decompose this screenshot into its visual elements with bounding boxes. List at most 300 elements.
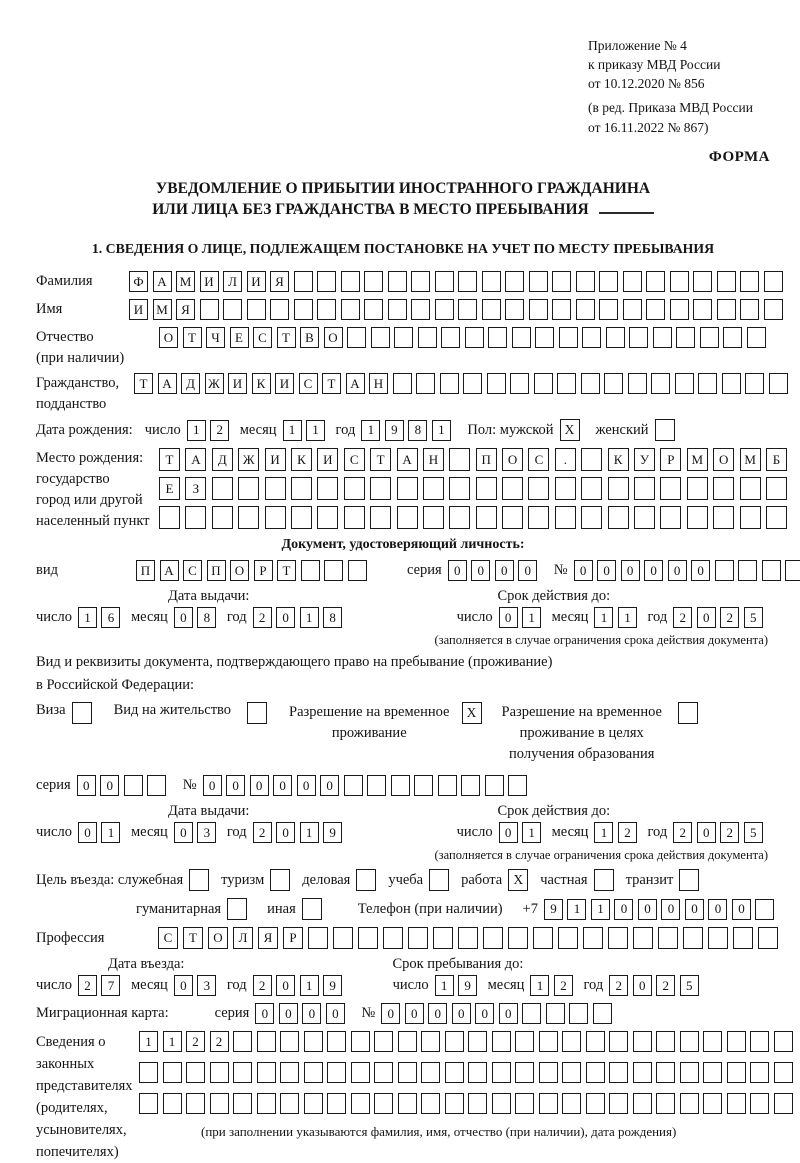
form-cell[interactable]: Е [159,477,180,500]
form-cell[interactable]: М [740,448,761,471]
form-cell[interactable] [608,506,629,529]
form-cell[interactable]: Р [283,927,303,949]
form-cell[interactable]: 0 [495,560,514,581]
form-cell[interactable] [468,1062,487,1083]
form-cell[interactable]: 0 [638,899,657,920]
form-cell[interactable] [421,1031,440,1052]
form-cell[interactable] [766,477,787,500]
form-cell[interactable] [347,327,366,348]
form-cell[interactable] [653,327,672,348]
form-cell[interactable] [774,1062,793,1083]
form-cell[interactable]: И [129,299,148,320]
form-cell[interactable]: 0 [452,1003,471,1024]
purpose-other-checkbox[interactable] [302,898,322,920]
form-cell[interactable]: М [687,448,708,471]
form-cell[interactable] [683,927,703,949]
form-cell[interactable]: Т [277,327,296,348]
form-cell[interactable] [629,327,648,348]
form-cell[interactable]: 2 [673,607,692,628]
form-cell[interactable] [488,327,507,348]
form-cell[interactable] [529,299,548,320]
form-cell[interactable]: С [158,927,178,949]
form-cell[interactable] [609,1031,628,1052]
form-cell[interactable] [576,299,595,320]
form-cell[interactable] [163,1062,182,1083]
form-cell[interactable] [609,1062,628,1083]
form-cell[interactable] [327,1062,346,1083]
form-cell[interactable] [727,1062,746,1083]
form-cell[interactable] [374,1062,393,1083]
form-cell[interactable] [515,1062,534,1083]
form-cell[interactable] [755,899,774,920]
form-cell[interactable] [304,1093,323,1114]
form-cell[interactable] [703,1031,722,1052]
form-cell[interactable] [599,299,618,320]
form-cell[interactable] [512,327,531,348]
form-cell[interactable]: И [228,373,247,394]
form-cell[interactable] [394,327,413,348]
form-cell[interactable] [223,299,242,320]
form-cell[interactable]: 0 [320,775,339,796]
form-cell[interactable] [758,927,778,949]
form-cell[interactable]: 1 [567,899,586,920]
form-cell[interactable]: 2 [554,975,573,996]
form-cell[interactable]: 0 [691,560,710,581]
form-cell[interactable] [445,1031,464,1052]
temp-permit-edu-checkbox[interactable] [678,702,698,724]
form-cell[interactable] [414,775,433,796]
form-cell[interactable]: 0 [405,1003,424,1024]
form-cell[interactable] [562,1093,581,1114]
form-cell[interactable] [210,1062,229,1083]
form-cell[interactable]: . [555,448,576,471]
form-cell[interactable]: Ж [205,373,224,394]
form-cell[interactable] [528,506,549,529]
form-cell[interactable]: 8 [197,607,216,628]
form-cell[interactable]: 2 [78,975,97,996]
purpose-tourism-checkbox[interactable] [270,869,290,891]
form-cell[interactable]: 9 [458,975,477,996]
form-cell[interactable] [508,775,527,796]
form-cell[interactable]: 0 [685,899,704,920]
form-cell[interactable] [723,327,742,348]
form-cell[interactable]: 0 [475,1003,494,1024]
form-cell[interactable] [233,1093,252,1114]
form-cell[interactable] [397,477,418,500]
form-cell[interactable] [608,927,628,949]
form-cell[interactable]: Ж [238,448,259,471]
form-cell[interactable] [304,1062,323,1083]
form-cell[interactable] [774,1093,793,1114]
form-cell[interactable]: Р [254,560,273,581]
form-cell[interactable] [367,775,386,796]
form-cell[interactable]: 0 [633,975,652,996]
form-cell[interactable] [294,299,313,320]
form-cell[interactable]: О [230,560,249,581]
form-cell[interactable] [658,927,678,949]
form-cell[interactable] [606,327,625,348]
form-cell[interactable]: Н [369,373,388,394]
form-cell[interactable] [458,271,477,292]
form-cell[interactable]: 0 [381,1003,400,1024]
form-cell[interactable] [398,1093,417,1114]
form-cell[interactable] [398,1031,417,1052]
form-cell[interactable]: 0 [708,899,727,920]
form-cell[interactable]: 0 [276,822,295,843]
form-cell[interactable]: 2 [253,822,272,843]
form-cell[interactable] [764,299,783,320]
form-cell[interactable]: 5 [680,975,699,996]
form-cell[interactable] [482,271,501,292]
purpose-work-checkbox[interactable]: X [508,869,528,891]
form-cell[interactable]: 0 [597,560,616,581]
form-cell[interactable]: И [247,271,266,292]
form-cell[interactable]: 2 [618,822,637,843]
form-cell[interactable] [423,506,444,529]
form-cell[interactable] [468,1031,487,1052]
form-cell[interactable] [745,373,764,394]
form-cell[interactable] [715,560,734,581]
form-cell[interactable] [528,477,549,500]
form-cell[interactable]: 1 [361,420,380,441]
form-cell[interactable] [139,1093,158,1114]
form-cell[interactable]: 0 [297,775,316,796]
purpose-official-checkbox[interactable] [189,869,209,891]
form-cell[interactable]: К [252,373,271,394]
form-cell[interactable]: 2 [253,607,272,628]
form-cell[interactable]: С [344,448,365,471]
form-cell[interactable]: Т [322,373,341,394]
form-cell[interactable] [492,1062,511,1083]
form-cell[interactable]: Л [233,927,253,949]
form-cell[interactable] [656,1031,675,1052]
form-cell[interactable]: С [299,373,318,394]
form-cell[interactable]: О [502,448,523,471]
form-cell[interactable] [280,1031,299,1052]
form-cell[interactable] [740,477,761,500]
form-cell[interactable]: 6 [101,607,120,628]
form-cell[interactable] [449,477,470,500]
form-cell[interactable]: П [136,560,155,581]
form-cell[interactable] [388,299,407,320]
form-cell[interactable] [124,775,143,796]
form-cell[interactable]: 1 [435,975,454,996]
form-cell[interactable]: 0 [174,607,193,628]
form-cell[interactable]: 1 [522,822,541,843]
form-cell[interactable] [257,1062,276,1083]
form-cell[interactable] [608,477,629,500]
form-cell[interactable]: 1 [187,420,206,441]
form-cell[interactable]: 9 [385,420,404,441]
form-cell[interactable] [317,299,336,320]
form-cell[interactable]: К [608,448,629,471]
form-cell[interactable] [539,1062,558,1083]
form-cell[interactable] [186,1062,205,1083]
form-cell[interactable] [423,477,444,500]
form-cell[interactable] [628,373,647,394]
form-cell[interactable] [562,1031,581,1052]
form-cell[interactable] [539,1093,558,1114]
form-cell[interactable]: О [324,327,343,348]
form-cell[interactable]: Л [223,271,242,292]
form-cell[interactable]: 0 [302,1003,321,1024]
form-cell[interactable]: Т [134,373,153,394]
form-cell[interactable] [324,560,343,581]
form-cell[interactable] [764,271,783,292]
form-cell[interactable]: 1 [78,607,97,628]
form-cell[interactable]: Н [423,448,444,471]
form-cell[interactable] [675,373,694,394]
form-cell[interactable]: 3 [197,975,216,996]
form-cell[interactable] [317,477,338,500]
form-cell[interactable] [713,506,734,529]
form-cell[interactable] [476,506,497,529]
form-cell[interactable] [270,299,289,320]
form-cell[interactable] [185,506,206,529]
form-cell[interactable] [411,299,430,320]
form-cell[interactable]: З [185,477,206,500]
form-cell[interactable] [327,1031,346,1052]
form-cell[interactable]: А [158,373,177,394]
form-cell[interactable]: 2 [673,822,692,843]
form-cell[interactable] [344,506,365,529]
form-cell[interactable] [485,775,504,796]
form-cell[interactable] [418,327,437,348]
form-cell[interactable] [317,506,338,529]
sex-female-checkbox[interactable] [655,419,675,441]
form-cell[interactable] [502,506,523,529]
form-cell[interactable] [687,506,708,529]
form-cell[interactable]: 1 [300,975,319,996]
form-cell[interactable]: 0 [273,775,292,796]
form-cell[interactable] [383,927,403,949]
form-cell[interactable] [421,1093,440,1114]
form-cell[interactable]: 0 [77,775,96,796]
form-cell[interactable] [374,1031,393,1052]
form-cell[interactable]: 0 [697,607,716,628]
form-cell[interactable]: С [528,448,549,471]
form-cell[interactable] [505,271,524,292]
form-cell[interactable]: П [207,560,226,581]
form-cell[interactable]: 1 [594,822,613,843]
form-cell[interactable] [388,271,407,292]
form-cell[interactable] [680,1093,699,1114]
form-cell[interactable]: 1 [432,420,451,441]
form-cell[interactable]: 1 [163,1031,182,1052]
form-cell[interactable] [634,477,655,500]
form-cell[interactable] [559,327,578,348]
form-cell[interactable] [670,299,689,320]
form-cell[interactable]: С [253,327,272,348]
form-cell[interactable] [750,1093,769,1114]
form-cell[interactable] [700,327,719,348]
form-cell[interactable] [703,1093,722,1114]
form-cell[interactable]: Ч [206,327,225,348]
form-cell[interactable] [257,1093,276,1114]
form-cell[interactable]: И [265,448,286,471]
form-cell[interactable] [468,1093,487,1114]
form-cell[interactable] [465,327,484,348]
form-cell[interactable]: 8 [323,607,342,628]
form-cell[interactable] [351,1093,370,1114]
form-cell[interactable]: 1 [594,607,613,628]
form-cell[interactable] [163,1093,182,1114]
form-cell[interactable] [238,477,259,500]
form-cell[interactable] [562,1062,581,1083]
form-cell[interactable] [762,560,781,581]
form-cell[interactable] [280,1093,299,1114]
form-cell[interactable] [747,327,766,348]
form-cell[interactable] [238,506,259,529]
form-cell[interactable] [656,1062,675,1083]
form-cell[interactable]: Т [159,448,180,471]
form-cell[interactable]: 0 [174,822,193,843]
form-cell[interactable] [633,1031,652,1052]
form-cell[interactable] [660,477,681,500]
form-cell[interactable] [421,1062,440,1083]
form-cell[interactable] [693,271,712,292]
form-cell[interactable] [680,1031,699,1052]
form-cell[interactable]: Т [183,927,203,949]
purpose-business-checkbox[interactable] [356,869,376,891]
form-cell[interactable] [502,477,523,500]
form-cell[interactable]: 0 [448,560,467,581]
form-cell[interactable]: 1 [530,975,549,996]
form-cell[interactable] [703,1062,722,1083]
form-cell[interactable] [555,506,576,529]
form-cell[interactable] [581,373,600,394]
form-cell[interactable] [364,299,383,320]
form-cell[interactable]: 1 [591,899,610,920]
form-cell[interactable] [583,927,603,949]
form-cell[interactable] [534,373,553,394]
form-cell[interactable]: 2 [720,607,739,628]
form-cell[interactable] [522,1003,541,1024]
form-cell[interactable] [200,299,219,320]
form-cell[interactable]: У [634,448,655,471]
form-cell[interactable]: 0 [661,899,680,920]
form-cell[interactable]: С [183,560,202,581]
form-cell[interactable] [351,1031,370,1052]
form-cell[interactable] [515,1093,534,1114]
form-cell[interactable] [341,299,360,320]
form-cell[interactable] [750,1062,769,1083]
form-cell[interactable] [552,299,571,320]
form-cell[interactable]: 0 [499,607,518,628]
form-cell[interactable] [393,373,412,394]
form-cell[interactable] [308,927,328,949]
form-cell[interactable]: 0 [644,560,663,581]
form-cell[interactable]: 1 [618,607,637,628]
form-cell[interactable] [265,506,286,529]
form-cell[interactable]: А [346,373,365,394]
form-cell[interactable] [660,506,681,529]
form-cell[interactable] [529,271,548,292]
form-cell[interactable] [656,1093,675,1114]
form-cell[interactable]: Я [176,299,195,320]
form-cell[interactable]: 0 [250,775,269,796]
form-cell[interactable] [769,373,788,394]
form-cell[interactable]: 2 [720,822,739,843]
form-cell[interactable]: П [476,448,497,471]
form-cell[interactable]: 2 [210,1031,229,1052]
form-cell[interactable]: 0 [518,560,537,581]
form-cell[interactable]: В [300,327,319,348]
form-cell[interactable] [291,477,312,500]
form-cell[interactable] [433,927,453,949]
form-cell[interactable] [351,1062,370,1083]
form-cell[interactable] [408,927,428,949]
purpose-study-checkbox[interactable] [429,869,449,891]
form-cell[interactable]: 1 [283,420,302,441]
purpose-humanitarian-checkbox[interactable] [227,898,247,920]
form-cell[interactable] [327,1093,346,1114]
form-cell[interactable] [370,477,391,500]
form-cell[interactable] [740,299,759,320]
form-cell[interactable] [581,477,602,500]
form-cell[interactable] [233,1031,252,1052]
form-cell[interactable]: Б [766,448,787,471]
residence-permit-checkbox[interactable] [247,702,267,724]
form-cell[interactable] [147,775,166,796]
form-cell[interactable]: Д [212,448,233,471]
form-cell[interactable] [623,299,642,320]
form-cell[interactable]: 0 [279,1003,298,1024]
form-cell[interactable] [344,477,365,500]
form-cell[interactable] [301,560,320,581]
form-cell[interactable] [438,775,457,796]
form-cell[interactable] [535,327,554,348]
form-cell[interactable] [371,327,390,348]
form-cell[interactable]: Т [277,560,296,581]
form-cell[interactable] [441,327,460,348]
form-cell[interactable]: 1 [139,1031,158,1052]
form-cell[interactable]: 2 [656,975,675,996]
form-cell[interactable] [341,271,360,292]
form-cell[interactable]: 0 [471,560,490,581]
form-cell[interactable] [552,271,571,292]
form-cell[interactable] [358,927,378,949]
form-cell[interactable] [576,271,595,292]
form-cell[interactable] [740,506,761,529]
form-cell[interactable] [586,1062,605,1083]
form-cell[interactable] [557,373,576,394]
purpose-private-checkbox[interactable] [594,869,614,891]
form-cell[interactable]: 0 [697,822,716,843]
form-cell[interactable] [449,506,470,529]
form-cell[interactable]: 1 [300,607,319,628]
form-cell[interactable]: Я [270,271,289,292]
form-cell[interactable] [717,299,736,320]
form-cell[interactable] [533,927,553,949]
form-cell[interactable]: 0 [226,775,245,796]
form-cell[interactable] [435,271,454,292]
form-cell[interactable] [727,1031,746,1052]
form-cell[interactable] [212,506,233,529]
form-cell[interactable] [492,1093,511,1114]
form-cell[interactable] [633,1093,652,1114]
form-cell[interactable] [333,927,353,949]
form-cell[interactable]: Т [370,448,391,471]
form-cell[interactable]: О [713,448,734,471]
form-cell[interactable] [713,477,734,500]
form-cell[interactable] [233,1062,252,1083]
form-cell[interactable]: 0 [428,1003,447,1024]
form-cell[interactable] [604,373,623,394]
form-cell[interactable] [687,477,708,500]
form-cell[interactable] [476,477,497,500]
form-cell[interactable] [738,560,757,581]
